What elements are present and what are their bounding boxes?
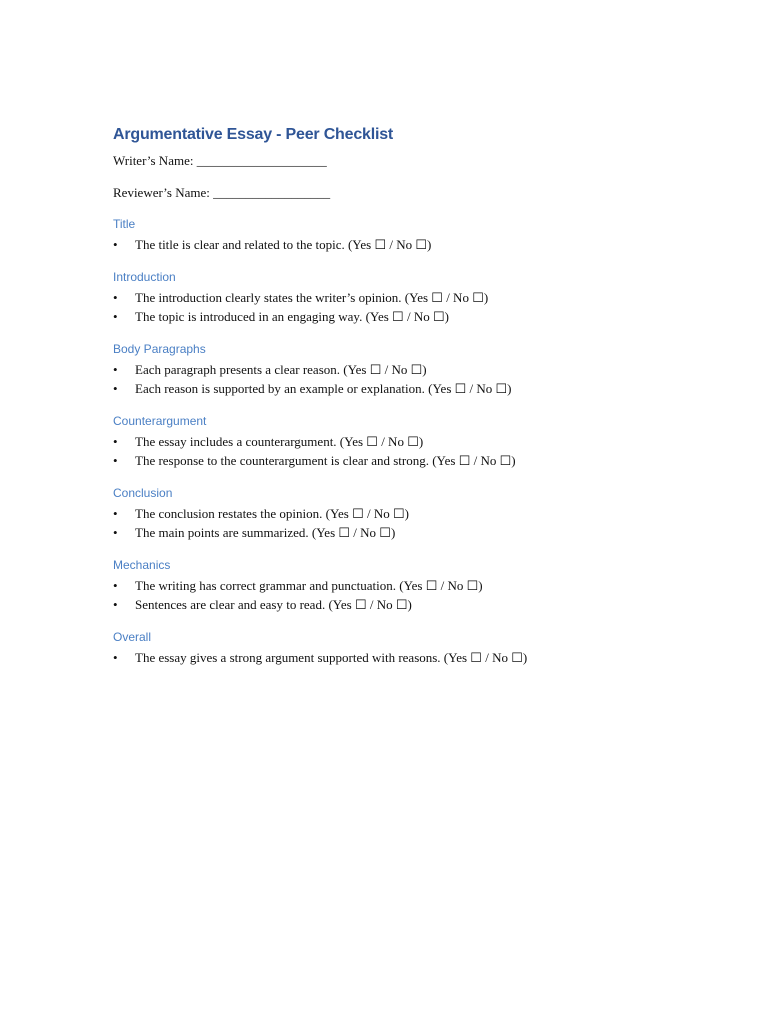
bullet-icon: •	[113, 577, 118, 593]
reviewer-name-field: Reviewer’s Name: __________________	[113, 185, 331, 200]
section-mechanics	[113, 557, 713, 615]
checklist-item-text: The essay includes a counterargument. (Yes ☐ / No ☐)	[135, 433, 424, 449]
section-counterargument	[113, 413, 713, 471]
checklist-item	[113, 379, 713, 399]
checklist	[113, 648, 713, 668]
document-body	[113, 124, 713, 667]
checklist-item	[113, 307, 713, 327]
writer-name-field: Writer’s Name: ____________________	[113, 153, 327, 168]
section-heading: Conclusion	[113, 485, 173, 500]
checklist	[113, 235, 713, 255]
bullet-icon: •	[113, 597, 118, 612]
checklist-item-text: The title is clear and related to the topic. (Yes ☐ / No ☐)	[135, 237, 432, 252]
section-introduction	[113, 269, 713, 327]
section-heading: Introduction	[113, 269, 176, 284]
checklist-item-text: The conclusion restates the opinion. (Yes ☐ / No ☐)	[135, 505, 410, 521]
section-overall	[113, 629, 713, 668]
section-title	[113, 216, 713, 255]
checklist	[113, 576, 713, 615]
checklist-item	[113, 432, 713, 452]
checklist-item-text: The main points are summarized. (Yes ☐ / No ☐)	[135, 525, 396, 540]
section-heading: Overall	[113, 629, 152, 644]
bullet-icon: •	[113, 453, 118, 468]
section-heading: Body Paragraphs	[113, 341, 206, 356]
checklist-item	[113, 288, 713, 308]
section-body-paragraphs	[113, 341, 713, 399]
section-heading: Mechanics	[113, 557, 171, 572]
checklist-item	[113, 360, 713, 380]
bullet-icon: •	[113, 525, 118, 540]
checklist	[113, 504, 713, 543]
checklist-item-text: The topic is introduced in an engaging way. (Yes ☐ / No ☐)	[135, 309, 449, 324]
checklist	[113, 288, 713, 327]
checklist-item	[113, 451, 713, 471]
checklist-item	[113, 576, 713, 596]
section-conclusion	[113, 485, 713, 543]
checklist-item-text: The essay gives a strong argument supported with reasons. (Yes ☐ / No ☐)	[135, 649, 528, 665]
bullet-icon: •	[113, 381, 118, 396]
bullet-icon: •	[113, 309, 118, 324]
bullet-icon: •	[113, 433, 118, 449]
checklist-item	[113, 523, 713, 543]
checklist-item-text: The response to the counterargument is clear and strong. (Yes ☐ / No ☐)	[135, 453, 516, 468]
bullet-icon: •	[113, 361, 118, 377]
checklist	[113, 360, 713, 399]
checklist	[113, 432, 713, 471]
checklist-item	[113, 648, 713, 668]
bullet-icon: •	[113, 237, 118, 252]
checklist-item-text: Each reason is supported by an example or explanation. (Yes ☐ / No ☐)	[135, 381, 512, 396]
bullet-icon: •	[113, 505, 118, 521]
checklist-item-text: The writing has correct grammar and punctuation. (Yes ☐ / No ☐)	[135, 577, 483, 593]
checklist-item-text: Sentences are clear and easy to read. (Yes ☐ / No ☐)	[135, 597, 412, 612]
checklist-item-text: Each paragraph presents a clear reason. (Yes ☐ / No ☐)	[135, 361, 427, 377]
bullet-icon: •	[113, 649, 118, 665]
checklist-item	[113, 235, 713, 255]
checklist-item-text: The introduction clearly states the writer’s opinion. (Yes ☐ / No ☐)	[135, 289, 489, 305]
section-heading: Title	[113, 217, 136, 231]
page-title: Argumentative Essay - Peer Checklist	[113, 126, 394, 143]
checklist-item	[113, 595, 713, 615]
section-heading: Counterargument	[113, 413, 207, 428]
bullet-icon: •	[113, 289, 118, 305]
checklist-item	[113, 504, 713, 524]
